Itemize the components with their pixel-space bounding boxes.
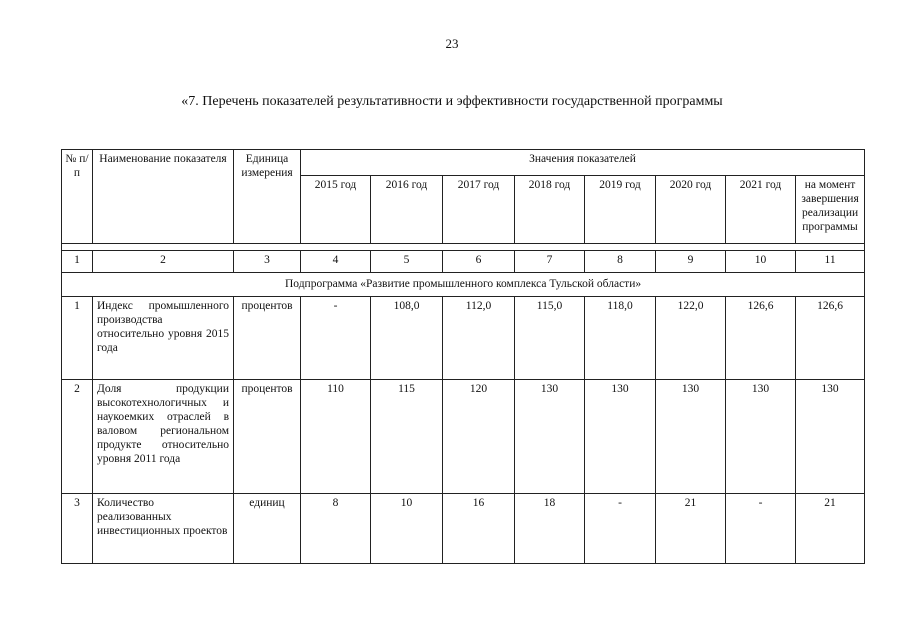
value-cell: 18 (515, 494, 585, 564)
value-cell: 130 (796, 380, 865, 494)
column-number: 3 (234, 251, 301, 273)
value-cell: - (585, 494, 656, 564)
value-cell: 130 (515, 380, 585, 494)
header-year: 2016 год (371, 176, 443, 244)
column-number: 7 (515, 251, 585, 273)
value-cell: 115 (371, 380, 443, 494)
column-number: 9 (656, 251, 726, 273)
indicator-name: Количество реализованных инвестиционных проектов (93, 494, 234, 564)
value-cell: 130 (656, 380, 726, 494)
indicator-unit: процентов (234, 297, 301, 380)
header-unit: Единица измерения (234, 150, 301, 244)
table-row (62, 380, 865, 494)
subprogram-title: Подпрограмма «Развитие промышленного комплекса Тульской области» (62, 273, 865, 297)
value-cell: 122,0 (656, 297, 726, 380)
value-cell: 21 (656, 494, 726, 564)
value-cell: 130 (726, 380, 796, 494)
value-cell: 115,0 (515, 297, 585, 380)
value-cell: 21 (796, 494, 865, 564)
table-row (62, 494, 865, 564)
subprogram-row (62, 273, 865, 297)
value-cell: 126,6 (796, 297, 865, 380)
header-year: 2020 год (656, 176, 726, 244)
column-number: 10 (726, 251, 796, 273)
header-year: 2018 год (515, 176, 585, 244)
value-cell: 16 (443, 494, 515, 564)
value-cell: - (301, 297, 371, 380)
value-cell: 130 (585, 380, 656, 494)
row-num: 2 (62, 380, 93, 494)
column-number: 4 (301, 251, 371, 273)
indicators-table (61, 149, 865, 564)
page-number: 23 (445, 36, 459, 51)
header-year-final: на момент завершения реализации программы (796, 176, 865, 244)
value-cell: - (726, 494, 796, 564)
header-year: 2021 год (726, 176, 796, 244)
column-number: 8 (585, 251, 656, 273)
indicator-unit: процентов (234, 380, 301, 494)
value-cell: 10 (371, 494, 443, 564)
numbering-row (62, 251, 865, 273)
row-num: 3 (62, 494, 93, 564)
indicator-name: Индекс промышленного производства относительно уровня 2015 года (93, 297, 234, 380)
value-cell: 112,0 (443, 297, 515, 380)
header-values: Значения показателей (301, 150, 865, 176)
column-number: 5 (371, 251, 443, 273)
value-cell: 120 (443, 380, 515, 494)
header-year: 2019 год (585, 176, 656, 244)
header-name: Наименование показателя (93, 150, 234, 244)
column-number: 11 (796, 251, 865, 273)
value-cell: 118,0 (585, 297, 656, 380)
value-cell: 110 (301, 380, 371, 494)
column-number: 2 (93, 251, 234, 273)
table-row (62, 297, 865, 380)
value-cell: 8 (301, 494, 371, 564)
header-year: 2015 год (301, 176, 371, 244)
value-cell: 108,0 (371, 297, 443, 380)
indicator-unit: единиц (234, 494, 301, 564)
header-year: 2017 год (443, 176, 515, 244)
value-cell: 126,6 (726, 297, 796, 380)
indicator-name: Доля продукции высокотехнологичных и наукоемких отраслей в валовом региональном продукте относительно уровня 2011 года (93, 380, 234, 494)
row-num: 1 (62, 297, 93, 380)
header-num: № п/п (62, 150, 93, 244)
column-number: 1 (62, 251, 93, 273)
header-row-1 (62, 150, 865, 176)
document-title: «7. Перечень показателей результативности и эффективности государственной программы (181, 94, 723, 109)
column-number: 6 (443, 251, 515, 273)
